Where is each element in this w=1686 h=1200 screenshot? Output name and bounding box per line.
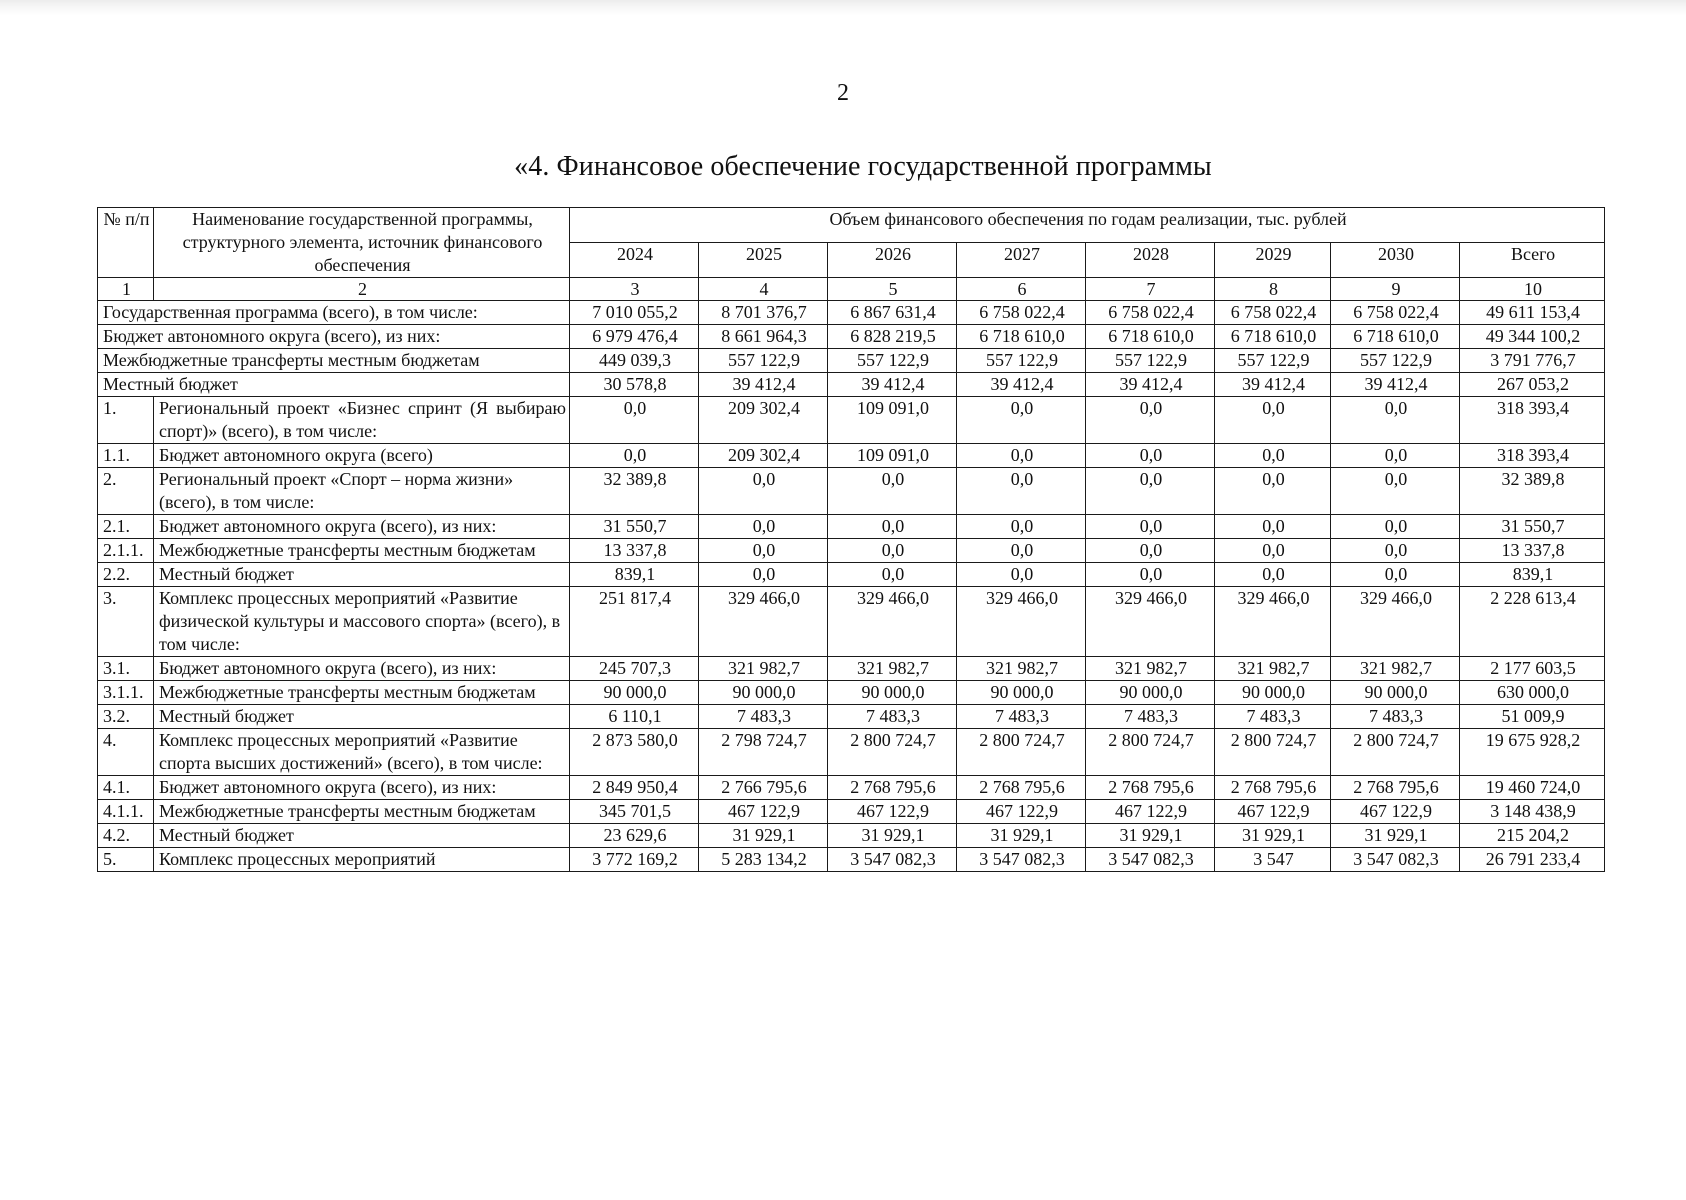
header-year: 2028 [1086, 243, 1215, 278]
row-value: 0,0 [699, 539, 828, 563]
financing-table [97, 207, 1605, 872]
row-number: 4. [98, 729, 154, 776]
row-value: 7 483,3 [699, 705, 828, 729]
row-name: Бюджет автономного округа (всего) [154, 444, 570, 468]
row-value: 0,0 [1215, 444, 1331, 468]
table-row [98, 325, 1605, 349]
column-index: 8 [1215, 278, 1331, 301]
row-name: Местный бюджет [154, 563, 570, 587]
row-name: Межбюджетные трансферты местным бюджетам [154, 681, 570, 705]
row-value: 467 122,9 [957, 800, 1086, 824]
row-total: 2 228 613,4 [1460, 587, 1605, 657]
row-value: 39 412,4 [828, 373, 957, 397]
row-value: 31 929,1 [699, 824, 828, 848]
row-name: Комплекс процессных мероприятий «Развитие спорта высших достижений» (всего), в том числе: [154, 729, 570, 776]
table-row [98, 848, 1605, 872]
row-name: Межбюджетные трансферты местным бюджетам [98, 349, 570, 373]
row-total: 19 675 928,2 [1460, 729, 1605, 776]
row-total: 267 053,2 [1460, 373, 1605, 397]
row-value: 0,0 [1215, 397, 1331, 444]
row-number: 1.1. [98, 444, 154, 468]
row-value: 0,0 [699, 515, 828, 539]
table-row [98, 800, 1605, 824]
row-value: 0,0 [828, 515, 957, 539]
row-name: Межбюджетные трансферты местным бюджетам [154, 800, 570, 824]
row-name: Региональный проект «Спорт – норма жизни» (всего), в том числе: [154, 468, 570, 515]
row-value: 329 466,0 [957, 587, 1086, 657]
row-value: 7 483,3 [957, 705, 1086, 729]
row-value: 31 550,7 [570, 515, 699, 539]
column-index: 1 [98, 278, 154, 301]
row-value: 6 758 022,4 [1086, 301, 1215, 325]
header-num: № п/п [98, 208, 154, 278]
header-year: 2024 [570, 243, 699, 278]
row-value: 3 547 082,3 [1086, 848, 1215, 872]
row-value: 2 800 724,7 [957, 729, 1086, 776]
row-total: 318 393,4 [1460, 444, 1605, 468]
row-value: 0,0 [1086, 397, 1215, 444]
table-row [98, 705, 1605, 729]
row-value: 39 412,4 [1215, 373, 1331, 397]
row-value: 39 412,4 [1086, 373, 1215, 397]
row-value: 23 629,6 [570, 824, 699, 848]
row-value: 90 000,0 [1086, 681, 1215, 705]
row-value: 0,0 [1086, 515, 1215, 539]
row-name: Местный бюджет [154, 705, 570, 729]
row-value: 557 122,9 [957, 349, 1086, 373]
row-value: 449 039,3 [570, 349, 699, 373]
row-number: 5. [98, 848, 154, 872]
table-row [98, 373, 1605, 397]
row-value: 321 982,7 [699, 657, 828, 681]
column-index: 7 [1086, 278, 1215, 301]
row-value: 6 758 022,4 [1215, 301, 1331, 325]
row-value: 329 466,0 [1086, 587, 1215, 657]
row-value: 7 483,3 [1086, 705, 1215, 729]
row-value: 0,0 [699, 468, 828, 515]
row-value: 3 547 082,3 [1331, 848, 1460, 872]
table-row [98, 587, 1605, 657]
row-total: 2 177 603,5 [1460, 657, 1605, 681]
row-value: 7 010 055,2 [570, 301, 699, 325]
row-total: 3 148 438,9 [1460, 800, 1605, 824]
row-value: 0,0 [957, 515, 1086, 539]
row-value: 32 389,8 [570, 468, 699, 515]
row-value: 90 000,0 [957, 681, 1086, 705]
row-value: 0,0 [1086, 444, 1215, 468]
row-value: 557 122,9 [828, 349, 957, 373]
row-value: 2 849 950,4 [570, 776, 699, 800]
row-value: 39 412,4 [957, 373, 1086, 397]
row-value: 0,0 [1331, 397, 1460, 444]
row-value: 245 707,3 [570, 657, 699, 681]
row-number: 1. [98, 397, 154, 444]
table-row [98, 563, 1605, 587]
row-value: 0,0 [957, 444, 1086, 468]
row-value: 31 929,1 [1331, 824, 1460, 848]
row-value: 3 547 082,3 [957, 848, 1086, 872]
page-number: 2 [837, 80, 849, 106]
row-total: 32 389,8 [1460, 468, 1605, 515]
row-value: 329 466,0 [699, 587, 828, 657]
row-name: Комплекс процессных мероприятий «Развитие физической культуры и массового спорта» (всего), в том числе: [154, 587, 570, 657]
row-value: 321 982,7 [957, 657, 1086, 681]
scan-edge [0, 0, 1686, 16]
row-total: 13 337,8 [1460, 539, 1605, 563]
row-value: 557 122,9 [699, 349, 828, 373]
table-row [98, 681, 1605, 705]
row-value: 2 766 795,6 [699, 776, 828, 800]
row-value: 3 772 169,2 [570, 848, 699, 872]
table-row [98, 301, 1605, 325]
table-row [98, 657, 1605, 681]
row-number: 4.1. [98, 776, 154, 800]
row-value: 31 929,1 [957, 824, 1086, 848]
table-row [98, 468, 1605, 515]
row-value: 2 768 795,6 [1331, 776, 1460, 800]
row-value: 0,0 [1215, 468, 1331, 515]
row-value: 90 000,0 [570, 681, 699, 705]
row-value: 31 929,1 [828, 824, 957, 848]
row-total: 26 791 233,4 [1460, 848, 1605, 872]
row-value: 321 982,7 [1331, 657, 1460, 681]
page-title: «4. Финансовое обеспечение государственной программы [514, 151, 1212, 182]
header-volume: Объем финансового обеспечения по годам реализации, тыс. рублей [570, 208, 1605, 243]
table-body [98, 301, 1605, 872]
row-value: 0,0 [1215, 539, 1331, 563]
row-number: 3.2. [98, 705, 154, 729]
row-value: 3 547 082,3 [828, 848, 957, 872]
row-value: 2 800 724,7 [828, 729, 957, 776]
row-value: 6 867 631,4 [828, 301, 957, 325]
row-value: 467 122,9 [1215, 800, 1331, 824]
row-value: 2 768 795,6 [1215, 776, 1331, 800]
row-value: 8 701 376,7 [699, 301, 828, 325]
row-value: 7 483,3 [1331, 705, 1460, 729]
row-name: Бюджет автономного округа (всего), из них: [98, 325, 570, 349]
row-value: 39 412,4 [699, 373, 828, 397]
row-name: Государственная программа (всего), в том числе: [98, 301, 570, 325]
table-row [98, 539, 1605, 563]
column-index: 4 [699, 278, 828, 301]
row-value: 6 828 219,5 [828, 325, 957, 349]
row-value: 0,0 [699, 563, 828, 587]
row-total: 839,1 [1460, 563, 1605, 587]
row-value: 90 000,0 [1331, 681, 1460, 705]
row-value: 2 768 795,6 [828, 776, 957, 800]
table-row [98, 349, 1605, 373]
header-year: 2025 [699, 243, 828, 278]
row-value: 557 122,9 [1215, 349, 1331, 373]
row-number: 2.1.1. [98, 539, 154, 563]
row-value: 0,0 [1331, 515, 1460, 539]
row-value: 3 547 [1215, 848, 1331, 872]
row-total: 49 344 100,2 [1460, 325, 1605, 349]
row-number: 4.2. [98, 824, 154, 848]
row-value: 6 718 610,0 [1086, 325, 1215, 349]
row-name: Бюджет автономного округа (всего), из них: [154, 515, 570, 539]
row-value: 0,0 [1215, 515, 1331, 539]
row-value: 251 817,4 [570, 587, 699, 657]
column-index: 5 [828, 278, 957, 301]
row-value: 7 483,3 [1215, 705, 1331, 729]
row-value: 467 122,9 [828, 800, 957, 824]
row-number: 2.2. [98, 563, 154, 587]
row-value: 209 302,4 [699, 444, 828, 468]
row-value: 0,0 [1215, 563, 1331, 587]
table-row [98, 824, 1605, 848]
column-index: 6 [957, 278, 1086, 301]
row-value: 0,0 [957, 563, 1086, 587]
row-total: 630 000,0 [1460, 681, 1605, 705]
row-name: Комплекс процессных мероприятий [154, 848, 570, 872]
row-value: 0,0 [828, 468, 957, 515]
row-name: Межбюджетные трансферты местным бюджетам [154, 539, 570, 563]
row-value: 90 000,0 [828, 681, 957, 705]
row-value: 329 466,0 [1215, 587, 1331, 657]
row-value: 2 800 724,7 [1331, 729, 1460, 776]
row-value: 90 000,0 [1215, 681, 1331, 705]
row-value: 6 718 610,0 [1331, 325, 1460, 349]
row-value: 321 982,7 [828, 657, 957, 681]
row-value: 90 000,0 [699, 681, 828, 705]
row-value: 0,0 [570, 397, 699, 444]
row-value: 0,0 [1086, 539, 1215, 563]
row-value: 2 768 795,6 [957, 776, 1086, 800]
row-value: 329 466,0 [828, 587, 957, 657]
header-name: Наименование государственной программы, структурного элемента, источник финансового обеспечения [154, 208, 570, 278]
row-value: 321 982,7 [1086, 657, 1215, 681]
row-name: Региональный проект «Бизнес спринт (Я выбираю спорт)» (всего), в том числе: [154, 397, 570, 444]
table-row [98, 729, 1605, 776]
table-row [98, 776, 1605, 800]
header-year: 2029 [1215, 243, 1331, 278]
header-year: 2030 [1331, 243, 1460, 278]
table-row [98, 515, 1605, 539]
row-value: 467 122,9 [699, 800, 828, 824]
row-value: 329 466,0 [1331, 587, 1460, 657]
row-value: 2 873 580,0 [570, 729, 699, 776]
row-value: 30 578,8 [570, 373, 699, 397]
row-number: 2.1. [98, 515, 154, 539]
row-value: 2 800 724,7 [1215, 729, 1331, 776]
row-value: 0,0 [1331, 539, 1460, 563]
header-total: Всего [1460, 243, 1605, 278]
row-value: 0,0 [1331, 468, 1460, 515]
row-value: 0,0 [570, 444, 699, 468]
row-value: 109 091,0 [828, 444, 957, 468]
column-index-row [98, 278, 1605, 301]
row-total: 31 550,7 [1460, 515, 1605, 539]
row-value: 31 929,1 [1215, 824, 1331, 848]
header-year: 2026 [828, 243, 957, 278]
row-value: 557 122,9 [1331, 349, 1460, 373]
row-value: 2 798 724,7 [699, 729, 828, 776]
row-value: 0,0 [957, 539, 1086, 563]
row-value: 321 982,7 [1215, 657, 1331, 681]
row-value: 0,0 [1086, 563, 1215, 587]
row-name: Бюджет автономного округа (всего), из них: [154, 776, 570, 800]
row-number: 2. [98, 468, 154, 515]
row-value: 209 302,4 [699, 397, 828, 444]
row-value: 2 768 795,6 [1086, 776, 1215, 800]
row-number: 3. [98, 587, 154, 657]
row-total: 318 393,4 [1460, 397, 1605, 444]
row-value: 0,0 [1331, 444, 1460, 468]
row-value: 0,0 [957, 468, 1086, 515]
row-value: 467 122,9 [1331, 800, 1460, 824]
table-row [98, 444, 1605, 468]
row-value: 6 110,1 [570, 705, 699, 729]
column-index: 9 [1331, 278, 1460, 301]
row-value: 0,0 [1331, 563, 1460, 587]
row-value: 7 483,3 [828, 705, 957, 729]
row-number: 3.1. [98, 657, 154, 681]
row-value: 6 718 610,0 [957, 325, 1086, 349]
row-total: 215 204,2 [1460, 824, 1605, 848]
row-total: 19 460 724,0 [1460, 776, 1605, 800]
row-value: 0,0 [828, 563, 957, 587]
row-value: 5 283 134,2 [699, 848, 828, 872]
row-name: Местный бюджет [98, 373, 570, 397]
row-value: 6 979 476,4 [570, 325, 699, 349]
row-value: 6 758 022,4 [1331, 301, 1460, 325]
row-value: 6 758 022,4 [957, 301, 1086, 325]
row-value: 2 800 724,7 [1086, 729, 1215, 776]
row-value: 6 718 610,0 [1215, 325, 1331, 349]
row-value: 0,0 [828, 539, 957, 563]
row-value: 345 701,5 [570, 800, 699, 824]
row-total: 51 009,9 [1460, 705, 1605, 729]
row-value: 13 337,8 [570, 539, 699, 563]
row-value: 39 412,4 [1331, 373, 1460, 397]
table-row [98, 397, 1605, 444]
row-value: 0,0 [1086, 468, 1215, 515]
row-value: 467 122,9 [1086, 800, 1215, 824]
row-value: 31 929,1 [1086, 824, 1215, 848]
row-total: 49 611 153,4 [1460, 301, 1605, 325]
row-value: 839,1 [570, 563, 699, 587]
row-value: 0,0 [957, 397, 1086, 444]
header-year: 2027 [957, 243, 1086, 278]
row-name: Местный бюджет [154, 824, 570, 848]
column-index: 3 [570, 278, 699, 301]
row-number: 4.1.1. [98, 800, 154, 824]
row-number: 3.1.1. [98, 681, 154, 705]
row-name: Бюджет автономного округа (всего), из них: [154, 657, 570, 681]
row-value: 557 122,9 [1086, 349, 1215, 373]
row-value: 8 661 964,3 [699, 325, 828, 349]
row-value: 109 091,0 [828, 397, 957, 444]
column-index: 2 [154, 278, 570, 301]
row-total: 3 791 776,7 [1460, 349, 1605, 373]
column-index: 10 [1460, 278, 1605, 301]
